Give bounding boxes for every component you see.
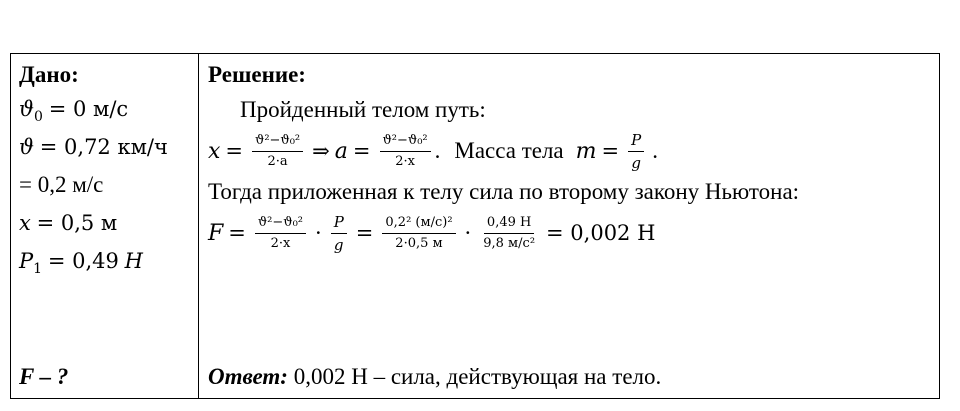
given-v: ϑ = 0,72 км/ч (19, 135, 168, 159)
answer-text: 0,002 Н – сила, действующая на тело. (287, 364, 662, 389)
given-v-converted: = 0,2 м/с (19, 172, 104, 197)
given-heading: Дано: (19, 62, 79, 87)
formula-force: F = $\frac{\text{ϑ²−ϑ₀²}}{2\cdot x}$ · $\frac{P}{g}$ = $\frac{\text{0,2² (м/с)²}}{2\cdot 0,5 м}$ · $\frac{0,49 H}{\text{9,8 м/с²}}$ = 0,002 Н (208, 212, 656, 254)
given-p1: $P_1 = 0,49$ H (19, 249, 143, 277)
solution-heading: Решение: (208, 62, 306, 87)
fraction: $\frac{\text{0,2² (м/с)²}}{2\cdot 0,5 м}$ (382, 215, 455, 252)
problem-table (10, 53, 940, 399)
fraction: $\frac{\text{ϑ²−ϑ₀²}}{2\cdot x}$ (255, 215, 306, 252)
given-x: x = 0,5 м (19, 211, 118, 235)
find-label: F – ? (19, 364, 69, 389)
given-column (19, 60, 195, 398)
solution-intro: Пройденный телом путь: (240, 97, 486, 122)
fraction: $\frac{P}{g}$ (628, 131, 644, 172)
fraction: $\frac{\text{ϑ²−ϑ₀²}}{2\cdot x}$ (380, 133, 431, 170)
newton-statement: Тогда приложенная к телу сила по второму закону Ньютона: (208, 179, 800, 204)
fraction: $\frac{\text{ϑ²−ϑ₀²}}{2\cdot a}$ (252, 133, 303, 170)
solution-column (208, 60, 931, 398)
answer-label: Ответ: (208, 364, 288, 389)
answer-line (208, 364, 661, 390)
given-v0: $ϑ_0 = 0$ м/с (19, 97, 129, 125)
fraction: $\frac{0,49 H}{\text{9,8 м/с²}}$ (483, 214, 536, 251)
fraction: $\frac{P}{g}$ (331, 213, 347, 254)
formula-distance-mass: x = $\frac{\text{ϑ²−ϑ₀²}}{2\cdot a}$ ⇒ a = $\frac{\text{ϑ²−ϑ₀²}}{2\cdot x}$ . Масса тела m = $\frac{P}{g}$ . (208, 130, 658, 172)
column-divider (198, 54, 199, 398)
